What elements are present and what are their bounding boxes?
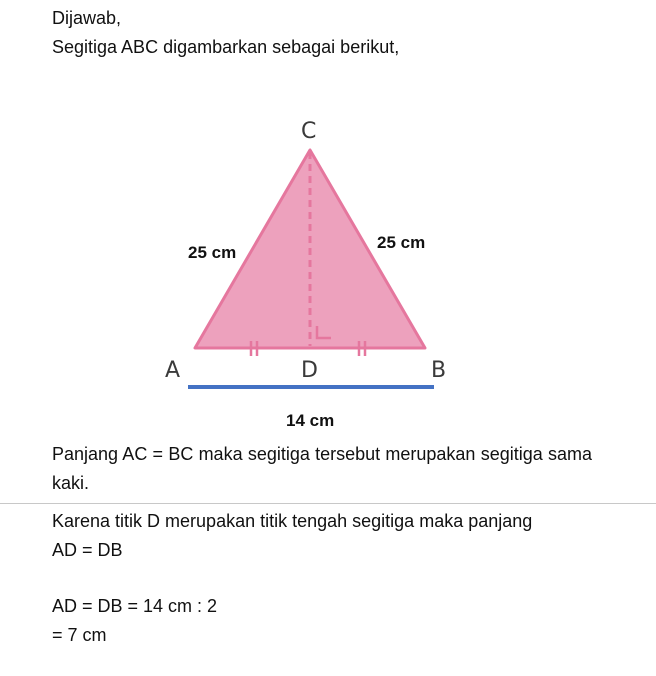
paragraph-midpoint-line-2: AD = DB xyxy=(52,540,123,560)
vertex-label-c: C xyxy=(301,119,317,144)
vertex-label-d: D xyxy=(301,358,318,383)
intro-line-1: Dijawab, xyxy=(52,8,122,28)
vertex-label-b: B xyxy=(431,358,447,383)
side-ac-length: 25 cm xyxy=(188,243,237,262)
intro-line-2: Segitiga ABC digambarkan sebagai berikut, xyxy=(52,37,400,57)
paragraph-midpoint-line-1: Karena titik D merupakan titik tengah segitiga maka panjang xyxy=(52,511,533,531)
calculation-line-2: = 7 cm xyxy=(52,625,107,645)
vertex-label-a: A xyxy=(165,358,181,383)
divider-line xyxy=(0,503,656,504)
paragraph-isosceles: Panjang AC = BC maka segitiga tersebut merupakan segitiga sama kaki. xyxy=(52,444,592,493)
calculation-line-1: AD = DB = 14 cm : 2 xyxy=(52,596,218,616)
side-bc-length: 25 cm xyxy=(377,233,426,252)
base-length: 14 cm xyxy=(286,411,335,430)
